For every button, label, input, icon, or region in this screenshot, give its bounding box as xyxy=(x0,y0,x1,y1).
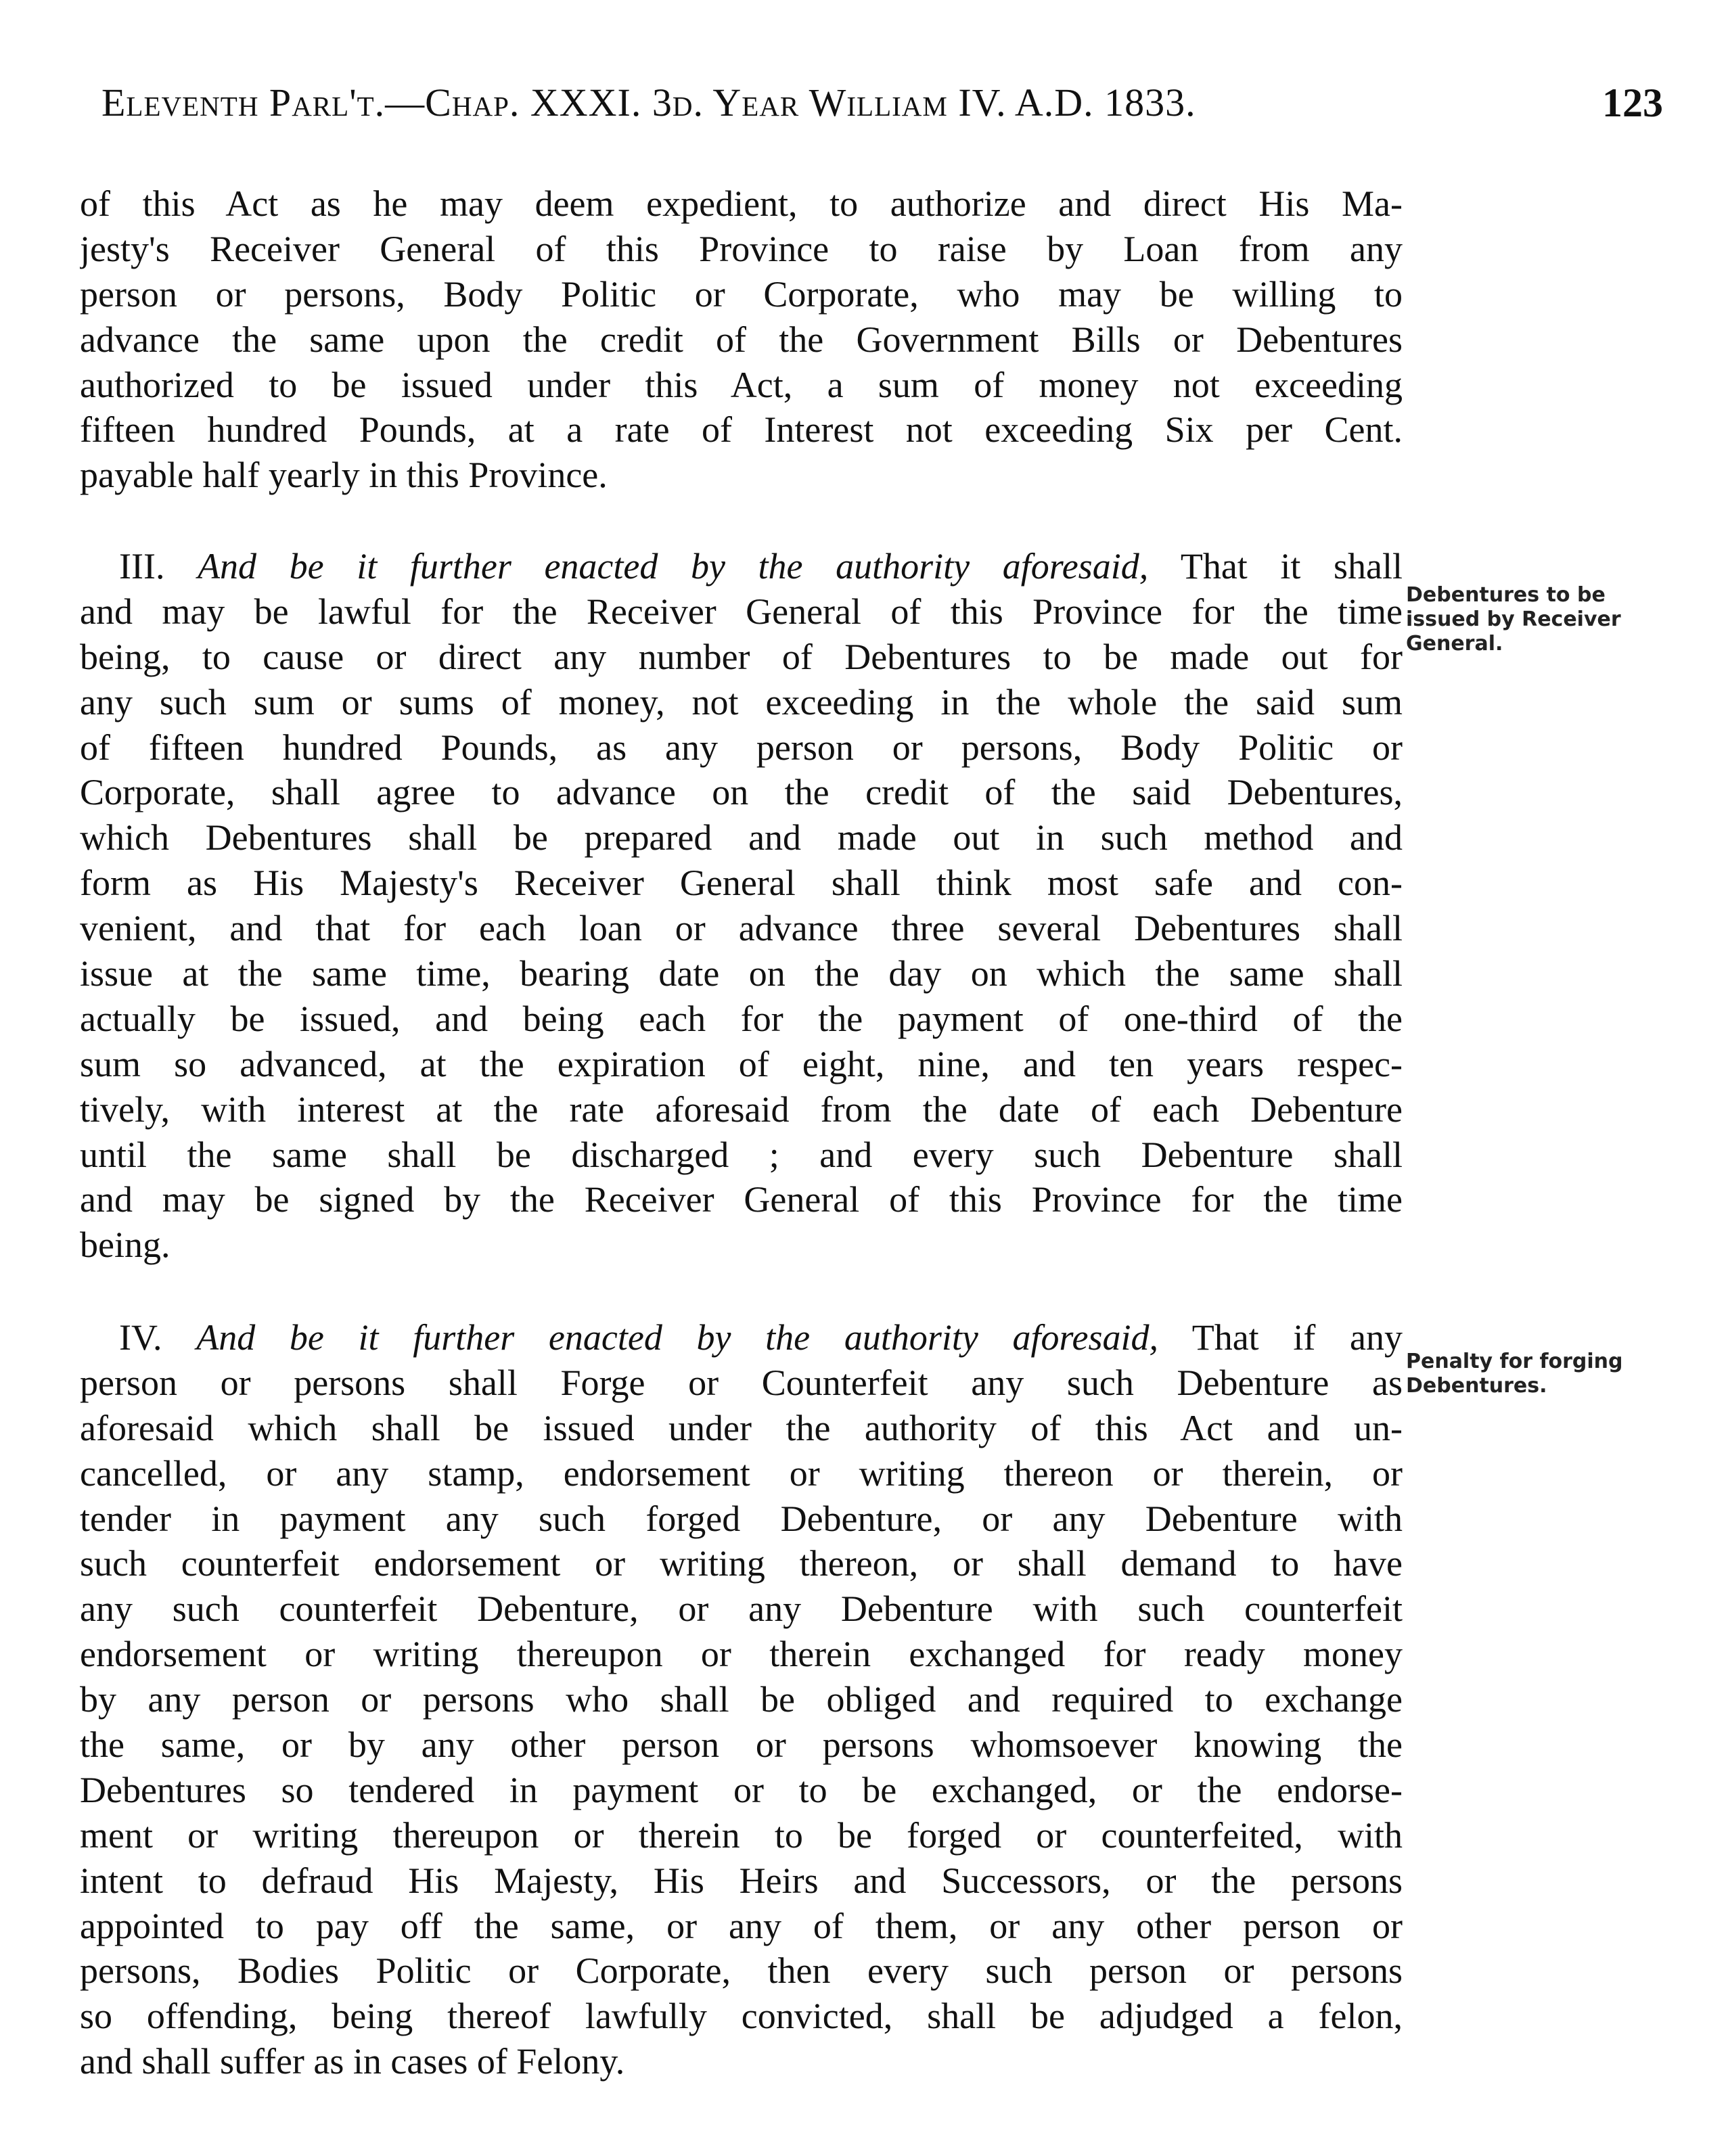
text-line: issue at the same time, bearing date on the day on which the same shall xyxy=(80,953,1403,994)
paragraph-continuation xyxy=(80,181,1403,498)
marginal-note-line: Debentures to be xyxy=(1406,583,1606,607)
section-heading-line xyxy=(80,544,1403,589)
text-line: and may be signed by the Receiver General of this Province for the time xyxy=(80,1179,1403,1220)
text-line: persons, Bodies Politic or Corporate, then every such person or persons xyxy=(80,1950,1403,1992)
text-line: which Debentures shall be prepared and made out in such method and xyxy=(80,817,1403,858)
text-line: tively, with interest at the rate aforesaid from the date of each Debenture xyxy=(80,1088,1403,1130)
text-line: person or persons shall Forge or Counterfeit any such Debenture as xyxy=(80,1362,1403,1403)
text-line: advance the same upon the credit of the Government Bills or Debentures xyxy=(80,319,1403,360)
text-line: Corporate, shall agree to advance on the credit of the said Debentures, xyxy=(80,772,1403,813)
text-line: form as His Majesty's Receiver General shall think most safe and con- xyxy=(80,863,1403,904)
marginal-note-debentures-issued xyxy=(1406,583,1621,656)
marginal-note-line: General. xyxy=(1406,632,1503,656)
text-line: intent to defraud His Majesty, His Heirs and Successors, or the persons xyxy=(80,1860,1403,1901)
section-heading-line xyxy=(80,1315,1403,1360)
text-line: appointed to pay off the same, or any of them, or any other person or xyxy=(80,1905,1403,1946)
text-line: being. xyxy=(80,1224,170,1266)
text-line: actually be issued, and being each for the payment of one-third of the xyxy=(80,998,1403,1039)
section-iv xyxy=(80,1315,1403,2084)
section-number: IV. xyxy=(119,1317,162,1358)
text-line: by any person or persons who shall be obliged and required to exchange xyxy=(80,1679,1403,1720)
enacting-clause: And be it further enacted by the authority aforesaid, xyxy=(198,546,1149,587)
page-number: 123 xyxy=(1602,81,1663,125)
text-line: any such counterfeit Debenture, or any Debenture with such counterfeit xyxy=(80,1588,1403,1630)
marginal-note-penalty-forging xyxy=(1406,1350,1623,1398)
text-line: until the same shall be discharged ; and every such Debenture shall xyxy=(80,1134,1403,1175)
text-line: the same, or by any other person or persons whomsoever knowing the xyxy=(80,1724,1403,1766)
text-line: and shall suffer as in cases of Felony. xyxy=(80,2041,625,2082)
text-line: so offending, being thereof lawfully convicted, shall be adjudged a felon, xyxy=(80,1996,1403,2037)
text-line: person or persons, Body Politic or Corporate, who may be willing to xyxy=(80,273,1403,315)
text-line: any such sum or sums of money, not exceeding in the whole the said sum xyxy=(80,681,1403,723)
running-header: Eleventh Parl't.—Chap. XXXI. 3d. Year William IV. A.D. 1833. xyxy=(101,81,1196,124)
text-line: of fifteen hundred Pounds, as any person or persons, Body Politic or xyxy=(80,727,1403,768)
text-line: jesty's Receiver General of this Province to raise by Loan from any xyxy=(80,228,1403,269)
text-line: such counterfeit endorsement or writing thereon, or shall demand to have xyxy=(80,1543,1403,1584)
marginal-note-line: Debentures. xyxy=(1406,1374,1547,1398)
text-line: tender in payment any such forged Debenture, or any Debenture with xyxy=(80,1498,1403,1539)
text-line: sum so advanced, at the expiration of eight, nine, and ten years respec- xyxy=(80,1043,1403,1084)
text-line: of this Act as he may deem expedient, to authorize and direct His Ma- xyxy=(80,183,1403,224)
marginal-note-line: Penalty for forging xyxy=(1406,1350,1623,1373)
text-line: endorsement or writing thereupon or therein exchanged for ready money xyxy=(80,1634,1403,1675)
marginal-note-line: issued by Receiver xyxy=(1406,607,1621,631)
section-opening-text: That it shall xyxy=(1180,546,1403,587)
text-line: aforesaid which shall be issued under the authority of this Act and un- xyxy=(80,1407,1403,1448)
section-iii xyxy=(80,544,1403,1268)
section-number: III. xyxy=(119,546,165,587)
text-line: Debentures so tendered in payment or to be exchanged, or the endorse- xyxy=(80,1769,1403,1810)
text-line: fifteen hundred Pounds, at a rate of Interest not exceeding Six per Cent. xyxy=(80,409,1403,451)
text-line: and may be lawful for the Receiver General of this Province for the time xyxy=(80,591,1403,632)
text-line: being, to cause or direct any number of Debentures to be made out for xyxy=(80,636,1403,677)
text-line: authorized to be issued under this Act, a sum of money not exceeding xyxy=(80,364,1403,405)
text-line: ment or writing thereupon or therein to be forged or counterfeited, with xyxy=(80,1814,1403,1856)
section-opening-text: That if any xyxy=(1191,1317,1403,1358)
text-line: cancelled, or any stamp, endorsement or writing thereon or therein, or xyxy=(80,1452,1403,1494)
enacting-clause: And be it further enacted by the authority aforesaid, xyxy=(196,1317,1158,1358)
text-line: payable half yearly in this Province. xyxy=(80,455,608,496)
text-line: venient, and that for each loan or advance three several Debentures shall xyxy=(80,908,1403,949)
